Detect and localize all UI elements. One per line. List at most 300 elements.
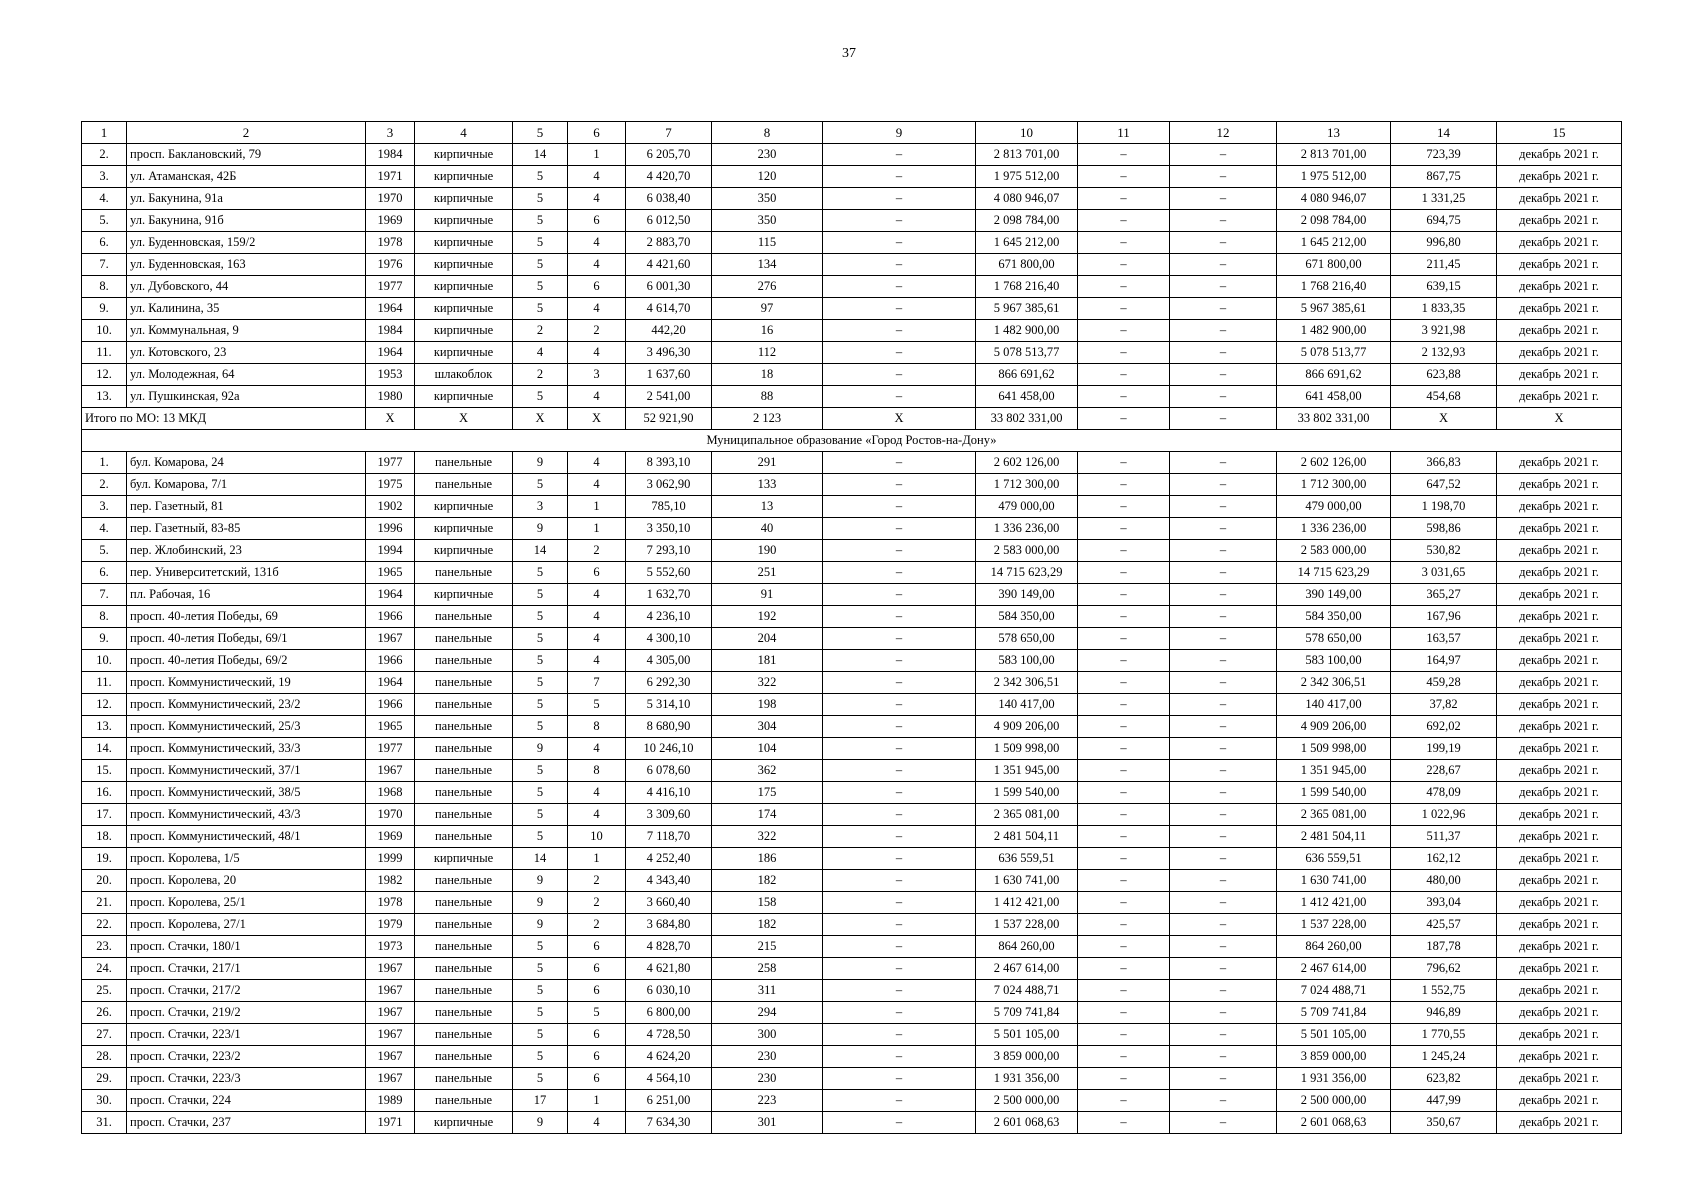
table-cell: – bbox=[1170, 276, 1277, 298]
table-cell: – bbox=[1170, 232, 1277, 254]
table-row bbox=[82, 232, 1622, 254]
table-cell: – bbox=[1078, 826, 1170, 848]
table-cell: 1970 bbox=[366, 804, 415, 826]
table-cell: 6 bbox=[568, 276, 626, 298]
table-cell: – bbox=[1170, 210, 1277, 232]
table-cell: 5 bbox=[513, 782, 568, 804]
table-cell: 1 412 421,00 bbox=[976, 892, 1078, 914]
table-cell: 9 bbox=[513, 914, 568, 936]
table-cell: – bbox=[823, 540, 976, 562]
table-cell: 8 bbox=[568, 760, 626, 782]
table-cell: – bbox=[1170, 342, 1277, 364]
table-cell: декабрь 2021 г. bbox=[1497, 540, 1622, 562]
table-cell: 2 583 000,00 bbox=[976, 540, 1078, 562]
table-cell: 9 bbox=[513, 1112, 568, 1134]
table-cell: 1979 bbox=[366, 914, 415, 936]
table-cell: 9. bbox=[82, 298, 127, 320]
table-cell: 192 bbox=[712, 606, 823, 628]
table-cell: 1966 bbox=[366, 694, 415, 716]
table-cell: 6 030,10 bbox=[626, 980, 712, 1002]
address-cell: просп. Коммунистический, 23/2 bbox=[127, 694, 366, 716]
table-cell: кирпичные bbox=[415, 848, 513, 870]
table-cell: декабрь 2021 г. bbox=[1497, 1090, 1622, 1112]
table-cell: 1978 bbox=[366, 232, 415, 254]
table-cell: 5 bbox=[513, 936, 568, 958]
table-cell: панельные bbox=[415, 1024, 513, 1046]
table-cell: 1 552,75 bbox=[1391, 980, 1497, 1002]
table-row bbox=[82, 540, 1622, 562]
table-cell: – bbox=[823, 1024, 976, 1046]
address-cell: ул. Молодежная, 64 bbox=[127, 364, 366, 386]
table-cell: декабрь 2021 г. bbox=[1497, 694, 1622, 716]
table-cell: – bbox=[1170, 518, 1277, 540]
table-cell: 112 bbox=[712, 342, 823, 364]
table-cell: декабрь 2021 г. bbox=[1497, 474, 1622, 496]
table-cell: 1 630 741,00 bbox=[1277, 870, 1391, 892]
table-cell: – bbox=[823, 320, 976, 342]
table-cell: декабрь 2021 г. bbox=[1497, 760, 1622, 782]
address-cell: пер. Газетный, 83-85 bbox=[127, 518, 366, 540]
table-cell: 322 bbox=[712, 826, 823, 848]
table-cell: 29. bbox=[82, 1068, 127, 1090]
table-cell: декабрь 2021 г. bbox=[1497, 914, 1622, 936]
table-cell: – bbox=[823, 782, 976, 804]
table-cell: – bbox=[1170, 694, 1277, 716]
table-cell: шлакоблок bbox=[415, 364, 513, 386]
table-row bbox=[82, 782, 1622, 804]
table-cell: 6 292,30 bbox=[626, 672, 712, 694]
table-cell: 1 509 998,00 bbox=[1277, 738, 1391, 760]
table-cell: 16. bbox=[82, 782, 127, 804]
table-cell: 5 bbox=[513, 298, 568, 320]
table-cell: панельные bbox=[415, 628, 513, 650]
table-cell: 181 bbox=[712, 650, 823, 672]
table-cell: декабрь 2021 г. bbox=[1497, 628, 1622, 650]
table-cell: 13. bbox=[82, 386, 127, 408]
table-cell: 4 252,40 bbox=[626, 848, 712, 870]
total-cell: 2 123 bbox=[712, 408, 823, 430]
column-number-cell: 6 bbox=[568, 122, 626, 144]
address-cell: просп. Коммунистический, 48/1 bbox=[127, 826, 366, 848]
table-cell: – bbox=[1078, 606, 1170, 628]
column-number-cell: 10 bbox=[976, 122, 1078, 144]
table-cell: 864 260,00 bbox=[976, 936, 1078, 958]
table-cell: кирпичные bbox=[415, 540, 513, 562]
table-cell: – bbox=[1170, 474, 1277, 496]
table-cell: – bbox=[1170, 804, 1277, 826]
address-cell: просп. Коммунистический, 38/5 bbox=[127, 782, 366, 804]
table-cell: декабрь 2021 г. bbox=[1497, 232, 1622, 254]
table-cell: 11. bbox=[82, 342, 127, 364]
table-cell: 1 351 945,00 bbox=[1277, 760, 1391, 782]
table-cell: 796,62 bbox=[1391, 958, 1497, 980]
table-cell: 1966 bbox=[366, 650, 415, 672]
table-cell: 31. bbox=[82, 1112, 127, 1134]
table-cell: – bbox=[823, 188, 976, 210]
table-cell: 7. bbox=[82, 584, 127, 606]
table-cell: кирпичные bbox=[415, 188, 513, 210]
table-cell: 4 080 946,07 bbox=[1277, 188, 1391, 210]
table-cell: 4 bbox=[568, 188, 626, 210]
table-cell: 5 bbox=[513, 716, 568, 738]
table-cell: 6 bbox=[568, 1024, 626, 1046]
table-cell: 2 342 306,51 bbox=[1277, 672, 1391, 694]
table-cell: 300 bbox=[712, 1024, 823, 1046]
table-cell: 1967 bbox=[366, 760, 415, 782]
table-cell: – bbox=[1170, 826, 1277, 848]
address-cell: ул. Котовского, 23 bbox=[127, 342, 366, 364]
table-cell: 1967 bbox=[366, 1002, 415, 1024]
table-cell: декабрь 2021 г. bbox=[1497, 936, 1622, 958]
table-cell: 4. bbox=[82, 518, 127, 540]
table-cell: 140 417,00 bbox=[976, 694, 1078, 716]
table-cell: 4 bbox=[568, 232, 626, 254]
table-cell: 230 bbox=[712, 1068, 823, 1090]
table-cell: – bbox=[1170, 892, 1277, 914]
table-cell: декабрь 2021 г. bbox=[1497, 738, 1622, 760]
table-cell: – bbox=[1170, 452, 1277, 474]
table-cell: 2 bbox=[513, 320, 568, 342]
table-cell: – bbox=[1078, 672, 1170, 694]
column-number-row bbox=[82, 122, 1622, 144]
total-cell: X bbox=[513, 408, 568, 430]
table-cell: декабрь 2021 г. bbox=[1497, 298, 1622, 320]
table-cell: 4 bbox=[568, 342, 626, 364]
table-cell: – bbox=[823, 804, 976, 826]
table-cell: 365,27 bbox=[1391, 584, 1497, 606]
table-cell: 1980 bbox=[366, 386, 415, 408]
column-number-cell: 8 bbox=[712, 122, 823, 144]
table-row bbox=[82, 562, 1622, 584]
table-cell: 2 481 504,11 bbox=[1277, 826, 1391, 848]
table-cell: 291 bbox=[712, 452, 823, 474]
table-row bbox=[82, 210, 1622, 232]
total-cell: X bbox=[366, 408, 415, 430]
table-cell: 4 bbox=[568, 738, 626, 760]
table-cell: 1 637,60 bbox=[626, 364, 712, 386]
table-cell: 6 bbox=[568, 562, 626, 584]
table-cell: 26. bbox=[82, 1002, 127, 1024]
table-cell: – bbox=[1078, 1046, 1170, 1068]
table-cell: 1 331,25 bbox=[1391, 188, 1497, 210]
table-cell: 2 098 784,00 bbox=[1277, 210, 1391, 232]
table-cell: 479 000,00 bbox=[1277, 496, 1391, 518]
table-cell: декабрь 2021 г. bbox=[1497, 848, 1622, 870]
table-cell: 785,10 bbox=[626, 496, 712, 518]
page-number: 37 bbox=[842, 46, 856, 61]
table-cell: – bbox=[823, 276, 976, 298]
table-cell: – bbox=[1078, 716, 1170, 738]
table-cell: 4 416,10 bbox=[626, 782, 712, 804]
table-cell: 258 bbox=[712, 958, 823, 980]
table-cell: – bbox=[1078, 210, 1170, 232]
table-cell: – bbox=[823, 1002, 976, 1024]
table-cell: – bbox=[1078, 892, 1170, 914]
total-cell: 52 921,90 bbox=[626, 408, 712, 430]
table-cell: 1969 bbox=[366, 210, 415, 232]
column-number-cell: 5 bbox=[513, 122, 568, 144]
table-row bbox=[82, 892, 1622, 914]
address-cell: ул. Бакунина, 91б bbox=[127, 210, 366, 232]
table-cell: 1970 bbox=[366, 188, 415, 210]
table-cell: 6 bbox=[568, 210, 626, 232]
table-cell: 1 351 945,00 bbox=[976, 760, 1078, 782]
table-cell: 2 bbox=[513, 364, 568, 386]
table-cell: – bbox=[823, 738, 976, 760]
table-cell: 4 828,70 bbox=[626, 936, 712, 958]
table-cell: – bbox=[1078, 386, 1170, 408]
table-cell: 2 601 068,63 bbox=[1277, 1112, 1391, 1134]
table-cell: – bbox=[1078, 782, 1170, 804]
table-cell: 350,67 bbox=[1391, 1112, 1497, 1134]
table-cell: 1 833,35 bbox=[1391, 298, 1497, 320]
table-cell: 37,82 bbox=[1391, 694, 1497, 716]
section-title: Муниципальное образование «Город Ростов-на-Дону» bbox=[82, 430, 1622, 452]
table-cell: 2 bbox=[568, 870, 626, 892]
table-cell: – bbox=[823, 144, 976, 166]
table-cell: 215 bbox=[712, 936, 823, 958]
table-row bbox=[82, 826, 1622, 848]
table-cell: 1965 bbox=[366, 716, 415, 738]
table-cell: 4 bbox=[568, 606, 626, 628]
address-cell: пл. Рабочая, 16 bbox=[127, 584, 366, 606]
table-cell: – bbox=[1078, 628, 1170, 650]
table-cell: 578 650,00 bbox=[1277, 628, 1391, 650]
table-cell: – bbox=[1078, 452, 1170, 474]
table-cell: 1 412 421,00 bbox=[1277, 892, 1391, 914]
table-cell: 3 660,40 bbox=[626, 892, 712, 914]
table-cell: 3 496,30 bbox=[626, 342, 712, 364]
table-cell: 3 bbox=[568, 364, 626, 386]
address-cell: ул. Пушкинская, 92а bbox=[127, 386, 366, 408]
table-cell: кирпичные bbox=[415, 342, 513, 364]
table-cell: панельные bbox=[415, 914, 513, 936]
address-cell: ул. Коммунальная, 9 bbox=[127, 320, 366, 342]
total-cell: – bbox=[1170, 408, 1277, 430]
table-cell: 6 038,40 bbox=[626, 188, 712, 210]
table-row bbox=[82, 672, 1622, 694]
table-cell: 6 012,50 bbox=[626, 210, 712, 232]
table-cell: 1 630 741,00 bbox=[976, 870, 1078, 892]
table-cell: – bbox=[1170, 1112, 1277, 1134]
column-number-cell: 9 bbox=[823, 122, 976, 144]
table-row bbox=[82, 1090, 1622, 1112]
table-row bbox=[82, 584, 1622, 606]
total-cell: 33 802 331,00 bbox=[1277, 408, 1391, 430]
table-cell: декабрь 2021 г. bbox=[1497, 364, 1622, 386]
table-cell: 6 bbox=[568, 980, 626, 1002]
table-cell: кирпичные bbox=[415, 584, 513, 606]
table-cell: 4 bbox=[568, 650, 626, 672]
table-cell: 13 bbox=[712, 496, 823, 518]
table-cell: панельные bbox=[415, 1090, 513, 1112]
address-cell: просп. Стачки, 217/2 bbox=[127, 980, 366, 1002]
table-cell: – bbox=[823, 914, 976, 936]
table-cell: 1967 bbox=[366, 1068, 415, 1090]
table-cell: 2 bbox=[568, 540, 626, 562]
table-cell: 4 909 206,00 bbox=[1277, 716, 1391, 738]
table-row bbox=[82, 760, 1622, 782]
table-cell: 88 bbox=[712, 386, 823, 408]
table-cell: 104 bbox=[712, 738, 823, 760]
table-cell: 5 bbox=[513, 210, 568, 232]
table-cell: – bbox=[1170, 1002, 1277, 1024]
table-cell: – bbox=[1078, 298, 1170, 320]
address-cell: просп. Королева, 1/5 bbox=[127, 848, 366, 870]
table-cell: 9 bbox=[513, 452, 568, 474]
table-cell: 5 bbox=[513, 166, 568, 188]
table-cell: 1977 bbox=[366, 452, 415, 474]
table-cell: 5 bbox=[513, 826, 568, 848]
table-row bbox=[82, 694, 1622, 716]
table-cell: 9 bbox=[513, 870, 568, 892]
table-cell: 230 bbox=[712, 144, 823, 166]
table-cell: – bbox=[1078, 738, 1170, 760]
table-row bbox=[82, 364, 1622, 386]
address-cell: просп. Стачки, 237 bbox=[127, 1112, 366, 1134]
table-cell: 9 bbox=[513, 518, 568, 540]
table-cell: 134 bbox=[712, 254, 823, 276]
table-cell: 7 024 488,71 bbox=[976, 980, 1078, 1002]
table-cell: 6. bbox=[82, 562, 127, 584]
table-cell: 1 599 540,00 bbox=[1277, 782, 1391, 804]
table-cell: 251 bbox=[712, 562, 823, 584]
table-cell: 4 909 206,00 bbox=[976, 716, 1078, 738]
table-row bbox=[82, 804, 1622, 826]
table-cell: 5 bbox=[513, 672, 568, 694]
table-cell: панельные bbox=[415, 936, 513, 958]
table-cell: – bbox=[1170, 166, 1277, 188]
column-number-cell: 1 bbox=[82, 122, 127, 144]
table-cell: 5 bbox=[513, 1002, 568, 1024]
table-cell: – bbox=[1078, 232, 1170, 254]
table-cell: 1971 bbox=[366, 1112, 415, 1134]
table-cell: – bbox=[1170, 980, 1277, 1002]
table-cell: декабрь 2021 г. bbox=[1497, 980, 1622, 1002]
table-cell: 1964 bbox=[366, 342, 415, 364]
table-cell: 10 246,10 bbox=[626, 738, 712, 760]
table-cell: 2 365 081,00 bbox=[1277, 804, 1391, 826]
table-cell: 1 482 900,00 bbox=[976, 320, 1078, 342]
table-cell: 211,45 bbox=[1391, 254, 1497, 276]
table-cell: 5 bbox=[568, 1002, 626, 1024]
table-cell: – bbox=[1078, 342, 1170, 364]
table-cell: – bbox=[1170, 1024, 1277, 1046]
table-cell: – bbox=[823, 474, 976, 496]
table-cell: – bbox=[1170, 1046, 1277, 1068]
table-cell: панельные bbox=[415, 672, 513, 694]
table-cell: – bbox=[1170, 1090, 1277, 1112]
table-cell: кирпичные bbox=[415, 276, 513, 298]
table-cell: 140 417,00 bbox=[1277, 694, 1391, 716]
table-cell: 5 bbox=[513, 276, 568, 298]
table-cell: – bbox=[1078, 562, 1170, 584]
table-cell: 4 305,00 bbox=[626, 650, 712, 672]
address-cell: просп. 40-летия Победы, 69 bbox=[127, 606, 366, 628]
table-cell: 7. bbox=[82, 254, 127, 276]
table-cell: 30. bbox=[82, 1090, 127, 1112]
table-cell: 1969 bbox=[366, 826, 415, 848]
table-cell: 447,99 bbox=[1391, 1090, 1497, 1112]
table-cell: 9 bbox=[513, 738, 568, 760]
table-row bbox=[82, 254, 1622, 276]
table-cell: 393,04 bbox=[1391, 892, 1497, 914]
table-cell: 7 118,70 bbox=[626, 826, 712, 848]
table-cell: 1 712 300,00 bbox=[1277, 474, 1391, 496]
table-cell: 1967 bbox=[366, 980, 415, 1002]
table-cell: 158 bbox=[712, 892, 823, 914]
table-cell: кирпичные bbox=[415, 518, 513, 540]
table-cell: 4 343,40 bbox=[626, 870, 712, 892]
table-cell: 1 482 900,00 bbox=[1277, 320, 1391, 342]
table-cell: панельные bbox=[415, 892, 513, 914]
address-cell: просп. Коммунистический, 33/3 bbox=[127, 738, 366, 760]
table-cell: – bbox=[1078, 1112, 1170, 1134]
table-cell: декабрь 2021 г. bbox=[1497, 826, 1622, 848]
table-cell: 480,00 bbox=[1391, 870, 1497, 892]
table-cell: – bbox=[823, 386, 976, 408]
table-cell: 866 691,62 bbox=[976, 364, 1078, 386]
table-cell: – bbox=[1078, 254, 1170, 276]
table-cell: декабрь 2021 г. bbox=[1497, 716, 1622, 738]
column-number-cell: 7 bbox=[626, 122, 712, 144]
address-cell: пер. Университетский, 131б bbox=[127, 562, 366, 584]
table-cell: – bbox=[1170, 386, 1277, 408]
table-cell: 1977 bbox=[366, 738, 415, 760]
column-number-cell: 4 bbox=[415, 122, 513, 144]
table-cell: – bbox=[1078, 760, 1170, 782]
table-cell: панельные bbox=[415, 1046, 513, 1068]
table-cell: 311 bbox=[712, 980, 823, 1002]
address-cell: просп. Коммунистический, 25/3 bbox=[127, 716, 366, 738]
table-cell: 5 bbox=[513, 958, 568, 980]
table-cell: 5 bbox=[513, 254, 568, 276]
table-cell: 641 458,00 bbox=[1277, 386, 1391, 408]
table-cell: 1989 bbox=[366, 1090, 415, 1112]
table-row bbox=[82, 606, 1622, 628]
table-cell: 7 293,10 bbox=[626, 540, 712, 562]
table-cell: 276 bbox=[712, 276, 823, 298]
table-cell: 9. bbox=[82, 628, 127, 650]
address-cell: ул. Дубовского, 44 bbox=[127, 276, 366, 298]
total-cell: X bbox=[1497, 408, 1622, 430]
table-cell: 7 634,30 bbox=[626, 1112, 712, 1134]
table-cell: кирпичные bbox=[415, 210, 513, 232]
table-cell: 866 691,62 bbox=[1277, 364, 1391, 386]
table-row bbox=[82, 1068, 1622, 1090]
table-cell: 14 bbox=[513, 144, 568, 166]
table-cell: 4 bbox=[568, 782, 626, 804]
table-cell: – bbox=[823, 518, 976, 540]
table-cell: – bbox=[1170, 496, 1277, 518]
table-cell: 230 bbox=[712, 1046, 823, 1068]
table-cell: 1 931 356,00 bbox=[1277, 1068, 1391, 1090]
table-cell: 5 bbox=[513, 650, 568, 672]
table-cell: панельные bbox=[415, 1002, 513, 1024]
table-cell: 2 500 000,00 bbox=[1277, 1090, 1391, 1112]
table-cell: 2 132,93 bbox=[1391, 342, 1497, 364]
table-cell: декабрь 2021 г. bbox=[1497, 386, 1622, 408]
table-cell: – bbox=[1078, 914, 1170, 936]
table-cell: 4 bbox=[568, 804, 626, 826]
table-cell: 163,57 bbox=[1391, 628, 1497, 650]
table-cell: 133 bbox=[712, 474, 823, 496]
table-cell: – bbox=[1078, 1002, 1170, 1024]
address-cell: ул. Калинина, 35 bbox=[127, 298, 366, 320]
table-cell: 23. bbox=[82, 936, 127, 958]
table-cell: кирпичные bbox=[415, 386, 513, 408]
table-cell: 5 bbox=[568, 694, 626, 716]
